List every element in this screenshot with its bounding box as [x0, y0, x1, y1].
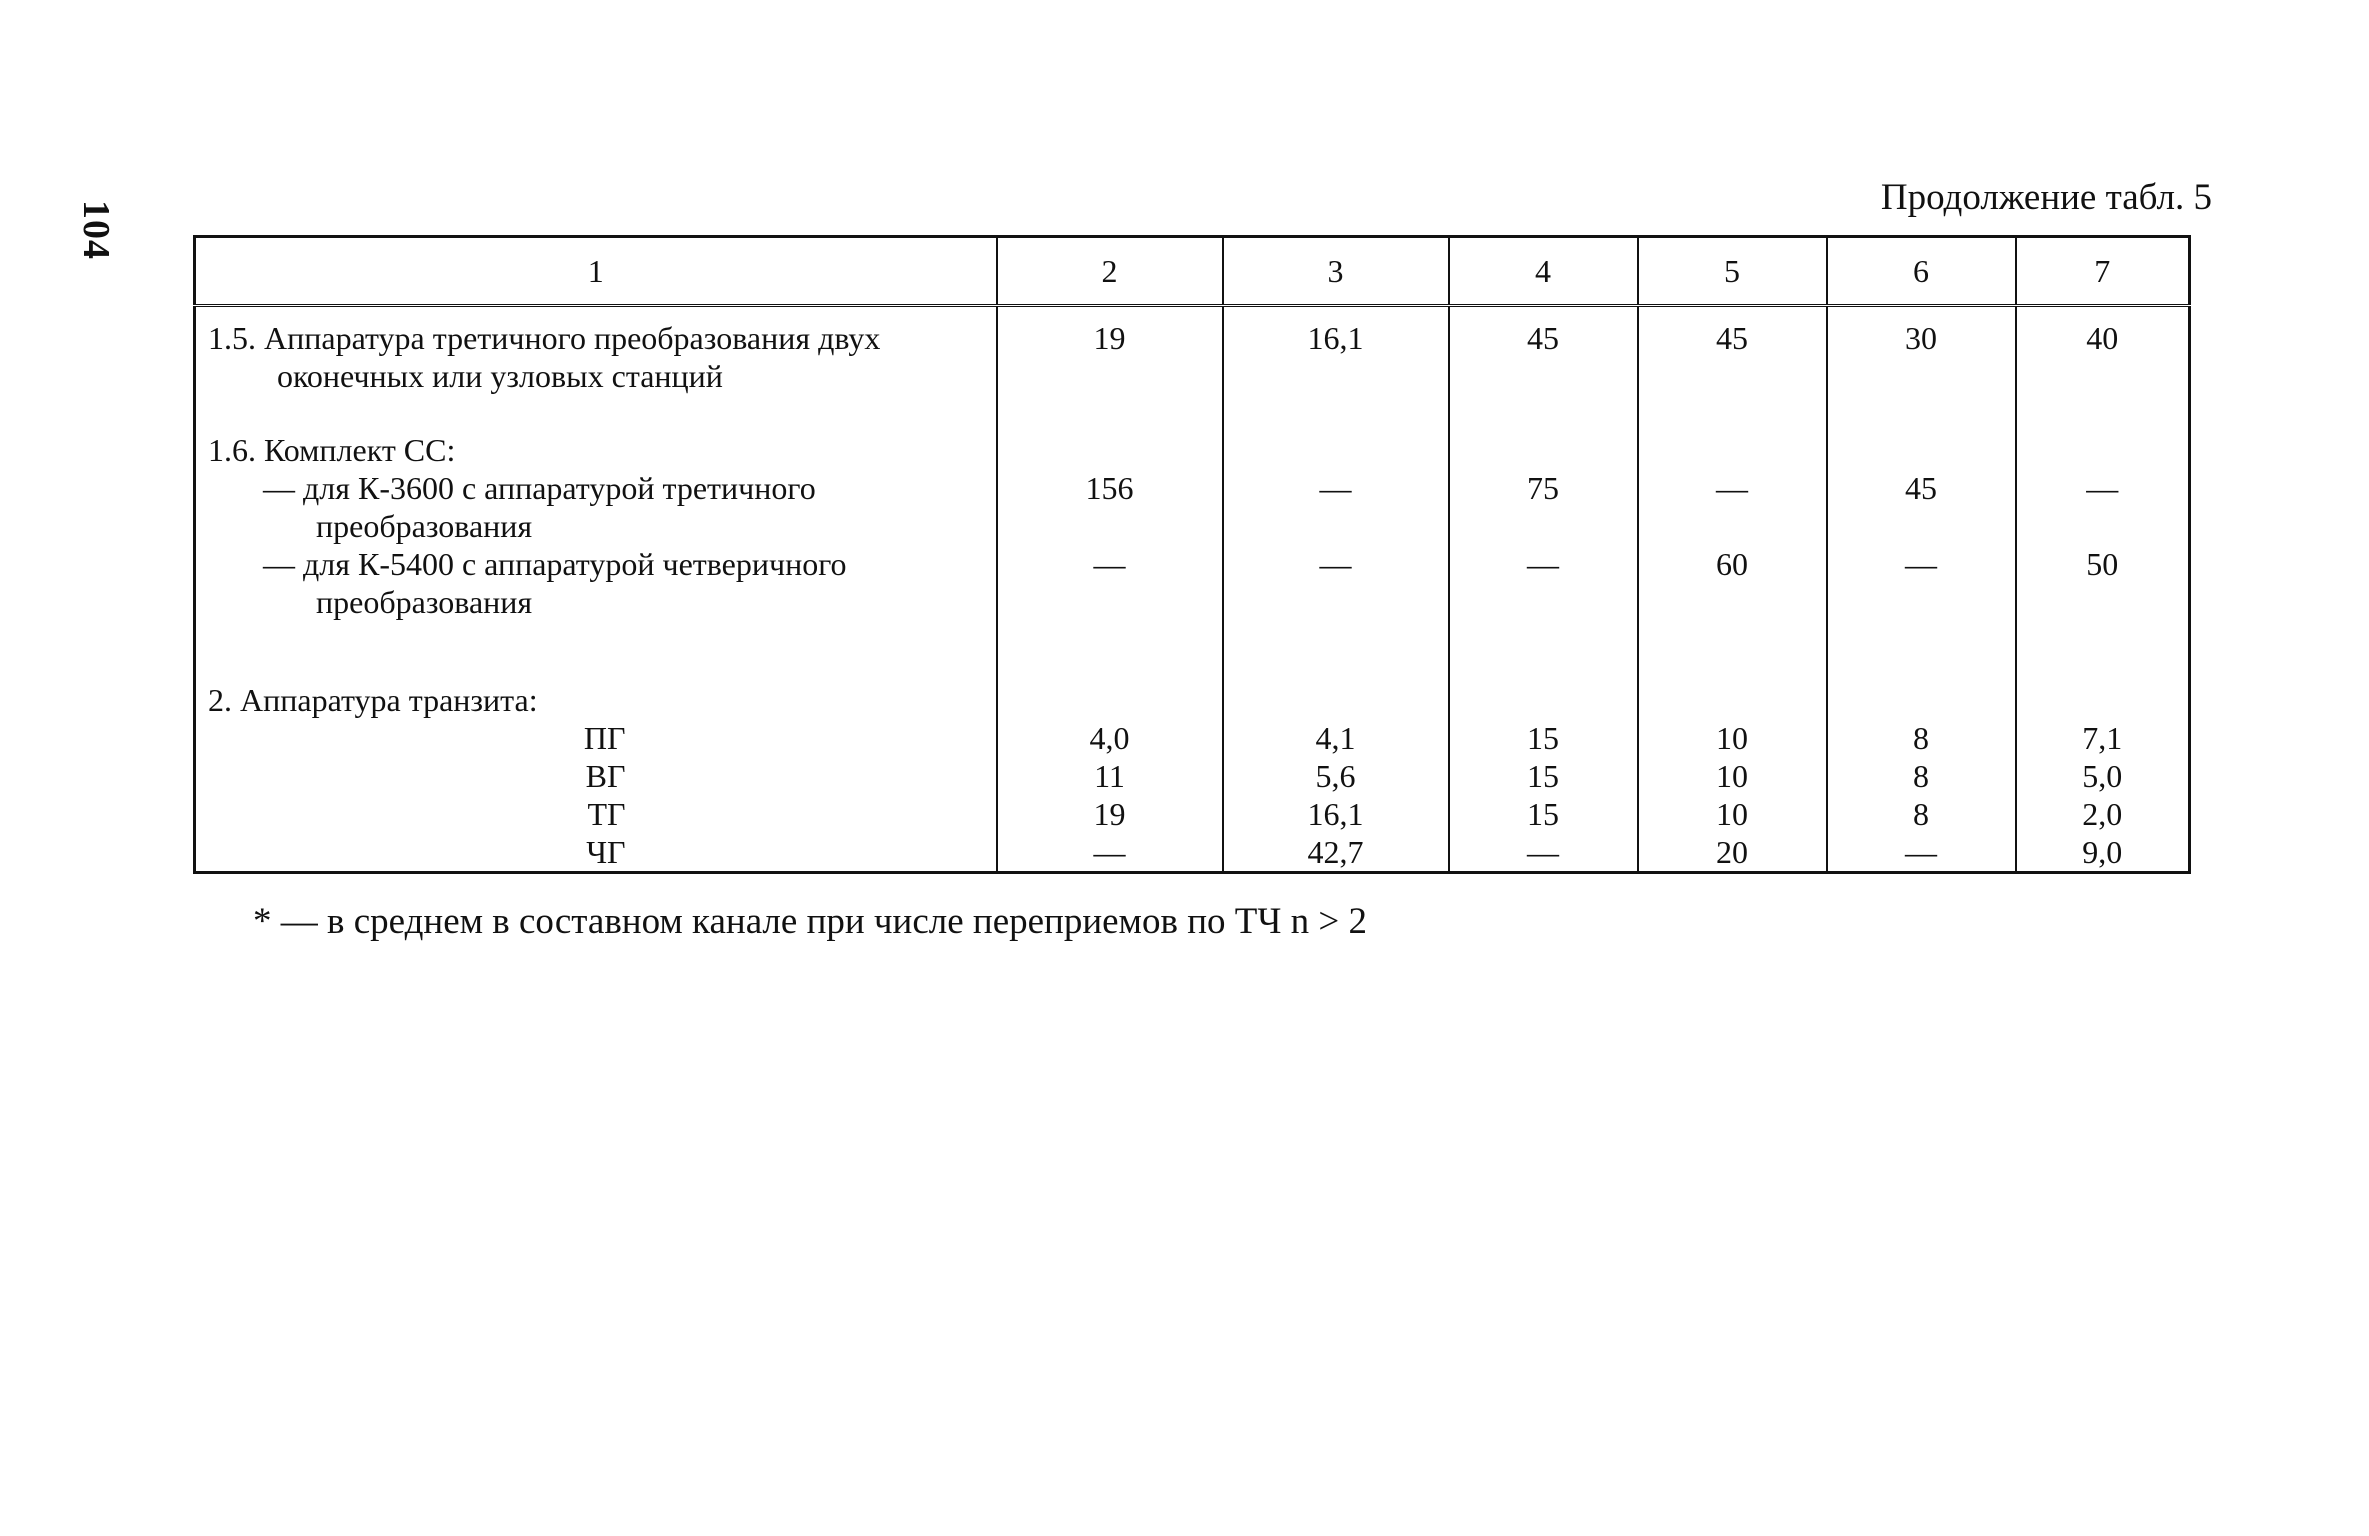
- table-cell: —: [1093, 834, 1126, 870]
- row-2-item-label: ПГ: [583, 720, 626, 756]
- table-cell: 8: [1913, 796, 1929, 832]
- table-cell: 11: [1094, 758, 1125, 794]
- page-number: 104: [75, 200, 117, 260]
- table-cell: 60: [1716, 546, 1748, 582]
- table-cell: —: [1527, 546, 1559, 582]
- row-1-5-label-line1: 1.5. Аппаратура третичного преобразования двух: [208, 320, 881, 356]
- row-1-6-sub1-line2: преобразования: [316, 508, 533, 544]
- table-cell: 4,1: [1315, 720, 1356, 756]
- table-cell: 15: [1527, 720, 1559, 756]
- table-cell: —: [1319, 470, 1352, 506]
- table-cell: —: [1527, 834, 1559, 870]
- row-1-6-sub2-line1: — для К-5400 с аппаратурой четверичного: [263, 546, 847, 582]
- table-cell: 19: [1093, 320, 1126, 356]
- table-cell: 10: [1716, 758, 1748, 794]
- table-cell: 4,0: [1089, 720, 1130, 756]
- table-cell: 10: [1716, 720, 1748, 756]
- table-cell: 45: [1716, 320, 1748, 356]
- table-cell: 7,1: [2082, 720, 2123, 756]
- table-cell: —: [1319, 546, 1352, 582]
- value-column-3: [1223, 306, 1449, 873]
- table-cell: 16,1: [1307, 796, 1364, 832]
- table-cell: —: [2086, 470, 2119, 506]
- table-cell: 75: [1527, 470, 1559, 506]
- row-2-title: 2. Аппаратура транзита:: [208, 682, 538, 718]
- column-header: 7: [2016, 237, 2190, 306]
- row-2-item-label: ТГ: [587, 796, 626, 832]
- table-cell: 20: [1716, 834, 1748, 870]
- table-cell: 30: [1905, 320, 1937, 356]
- row-1-5-label-line2: оконечных или узловых станций: [277, 358, 723, 394]
- table-cell: 9,0: [2082, 834, 2123, 870]
- table-cell: 8: [1913, 720, 1929, 756]
- row-2-item-label: ЧГ: [586, 834, 626, 870]
- table-cell: 8: [1913, 758, 1929, 794]
- table-continuation-label: Продолжение табл. 5: [1880, 177, 2212, 218]
- value-column-6: [1827, 306, 2016, 873]
- table-cell: 156: [1085, 470, 1134, 506]
- table-cell: 42,7: [1307, 834, 1364, 870]
- header-row: [195, 237, 2190, 306]
- data-table: [193, 235, 2191, 874]
- table-cell: 5,6: [1315, 758, 1356, 794]
- table-cell: 50: [2086, 546, 2119, 582]
- table-cell: —: [1093, 546, 1126, 582]
- table-cell: 15: [1527, 796, 1559, 832]
- table-cell: 45: [1527, 320, 1559, 356]
- column-header: 2: [997, 237, 1223, 306]
- column-header: 4: [1449, 237, 1638, 306]
- column-header: 3: [1223, 237, 1449, 306]
- value-column-4: [1449, 306, 1638, 873]
- row-1-6-title: 1.6. Комплект СС:: [208, 432, 456, 468]
- table-cell: 40: [2086, 320, 2119, 356]
- table-cell: 19: [1093, 796, 1126, 832]
- table-cell: 5,0: [2082, 758, 2123, 794]
- column-header: 6: [1827, 237, 2016, 306]
- table-cell: 16,1: [1307, 320, 1364, 356]
- row-1-6-sub2-line2: преобразования: [316, 584, 533, 620]
- value-column-5: [1638, 306, 1827, 873]
- table-body-row: [195, 306, 2190, 873]
- column-header: 1: [195, 237, 997, 306]
- value-column-7: [2016, 306, 2190, 873]
- table-cell: 10: [1716, 796, 1748, 832]
- table-cell: 2,0: [2082, 796, 2123, 832]
- footnote: * — в среднем в составном канале при числе переприемов по ТЧ n > 2: [253, 901, 1368, 942]
- table-cell: —: [1905, 546, 1937, 582]
- table-cell: 15: [1527, 758, 1559, 794]
- value-column-2: [997, 306, 1223, 873]
- row-2-item-label: ВГ: [585, 758, 626, 794]
- column-header: 5: [1638, 237, 1827, 306]
- row-1-6-sub1-line1: — для К-3600 с аппаратурой третичного: [263, 470, 816, 506]
- table-cell: —: [1905, 834, 1937, 870]
- table-cell: —: [1716, 470, 1748, 506]
- table-cell: 45: [1905, 470, 1937, 506]
- row-label-column: [195, 306, 997, 873]
